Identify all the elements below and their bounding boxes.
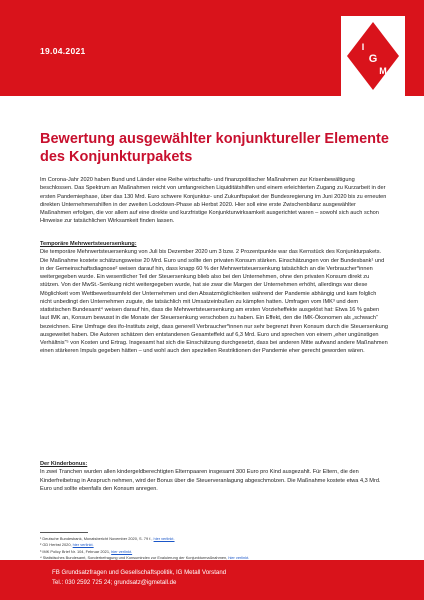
footer-contact (52, 568, 352, 588)
footnote-link[interactable]: hier verlinkt. (72, 542, 94, 548)
section-vat-heading: Temporäre Mehrwertsteuersenkung: (40, 241, 137, 247)
footer-phone-email: Tel.: 030 2592 725 24; grundsatz@igmetall.de (52, 579, 177, 586)
title-line-1: Bewertung ausgewählter konjunktureller Elemente (40, 131, 389, 147)
title-line-2: des Konjunkturpakets (40, 149, 193, 165)
page-title (40, 130, 390, 166)
section-child-bonus-text: In zwei Tranchen wurden allen kindergeldberechtigten Elternpaaren insgesamt 300 Euro pro Kind ausgezahlt. Für Eltern, die den Kinderfreibetrag in Anspruch nehmen, wird der Bonus über die Steuerveranlagung abgeschmolzen. Die Maßnahme kostete etwa 4,3 Mrd. Euro und sollte ebenfalls den Konsum anregen. (40, 469, 381, 492)
section-vat-text: Die temporäre Mehrwertsteuersenkung von Juli bis Dezember 2020 um 3 bzw. 2 Prozentpunkte war das Kernstück des Konjunkturpakets. Die Maßnahme kostete schätzungsweise 20 Mrd. Euro und sollte den privaten Konsum stärken. Einschätzungen von der Bundesbank¹ und in der Gemeinschaftsdiagnose² weisen darauf hin, dass knapp 60 % der Mehrwertsteuersenkung tatsächlich an die Verbraucher*innen weitergegeben wurde. Ein wesentlicher Teil der Steuersenkung blieb also bei den Unternehmen, ohne den privaten Konsum direkt zu stützen. Von der MwSt.-Senkung nicht weitergegeben wurde, hat sie zwar die Margen der Unternehmen erhöht, allerdings war diese Möglichkeit vom Wettbewerbsumfeld der Unternehmen und den Absatzmöglichkeiten während der Pandemie abhängig und kam folglich nicht unbedingt den Unternehmen zugute, die tatsächlich mit Umsatzeinbußen zu kämpfen hatten. Umfragen vom IMK³ und dem statistischen Bundesamt⁴ weisen darauf hin, dass die Mehrwertsteuersenkung am ersten Vorzieheffekte ausgelöst hat: Etwa 16 % gaben laut IMK an, Konsum bewusst in die Monate der Steuersenkung verschoben zu haben. Ein Effekt, den die IMK-Ökonomen als „schwach“ bezeichnen. Eine Umfrage des ifo-Instituts zeigt, dass generell Verbraucher*innen nur sehr begrenzt ihren Konsum durch die Steuersenkung ausgeweitet haben. Die Autoren schätzen den entstandenen Gesamteffekt auf 6,3 Mrd. Euro und sprechen von einem „eher ungünstigen Verhältnis“⁵ von Kosten und Ertrag. Insgesamt hat sich die Einschätzung durchgesetzt, dass bei anderen Mitte aufwand andere Maßnahmen einen stärkeren Impuls gegeben hätten – und wohl auch den speziellen Restriktionen der Pandemie eher gerecht geworden wären. (40, 249, 388, 355)
footnote-item: ⁴ Statistisches Bundesamt, Sonderbefragung und Konsumindex zur Evaluierung der Konjunkturmaßnahmen, hier verlinkt. (40, 555, 250, 561)
document-date: 19.04.2021 (40, 46, 86, 56)
section-child-bonus (40, 460, 388, 493)
footnote-link[interactable]: hier verlinkt. (228, 555, 250, 561)
footnote-item: ³ IMK Policy Brief Nr. 104, Februar 2021, hier verlinkt. (40, 548, 133, 554)
footnote-item: ² GD Herbst 2020, hier verlinkt. (40, 542, 94, 548)
logo-letter-m: M (379, 66, 387, 76)
logo-letter-i: I (361, 42, 365, 52)
igm-logo (341, 16, 405, 96)
footnote-divider (40, 532, 88, 533)
footnote-link[interactable]: hier verlinkt. (111, 548, 133, 554)
footnote-item: ¹ Deutsche Bundesbank, Monatsbericht November 2020, S. 79 f., hier verlinkt. (40, 536, 175, 541)
igm-logo-icon (341, 16, 405, 96)
intro-paragraph: Im Corona-Jahr 2020 haben Bund und Länder eine Reihe wirtschafts- und finanzpolitischer Maßnahmen zur Krisenbewältigung beschlossen. Das Spektrum an Maßnahmen reicht von umfangreichen Liquiditätshilfen und einem erleichterten Zugang zu Kurzarbeit in der ersten Pandemiephase, über das 130 Mrd. Euro schwere Konjunktur- und Zukunftspaket der Bundesregierung im Juni 2020 bis zu erneuten direkten Unternehmenshilfen in der zweiten Lockdown-Phase ab Herbst 2020. Hier soll eine erste Zwischenbilanz ausgewählter Maßnahmen erfolgen, die vor allem auf eine direkte und kurzfristige Konjunkturwirksamkeit ausgerichtet waren – sowohl sich auch schon Hinweise zur tatsächlichen Wirksamkeit finden lassen. (40, 177, 387, 225)
footer-department: FB Grundsatzfragen und Gesellschaftspolitik, IG Metall Vorstand (52, 569, 227, 576)
section-vat (40, 240, 388, 356)
footnote-link[interactable]: hier verlinkt. (153, 536, 175, 541)
logo-letter-g: G (368, 53, 378, 65)
section-child-bonus-heading: Der Kinderbonus: (40, 461, 88, 467)
